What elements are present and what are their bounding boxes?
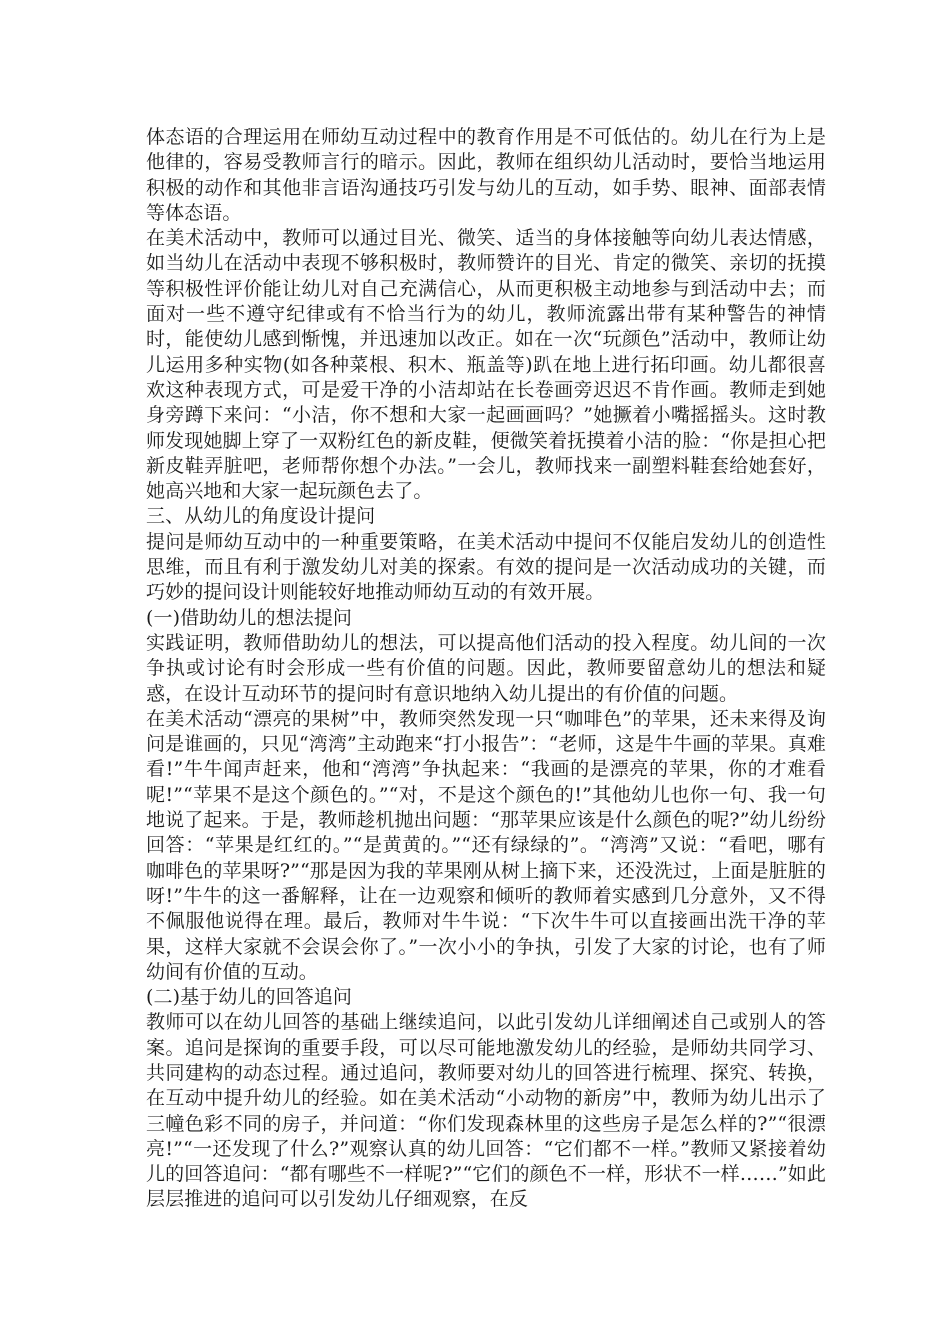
paragraph-practice-proof: 实践证明，教师借助幼儿的想法，可以提高他们活动的投入程度。幼儿间的一次争执或讨论有时会形成一些有价值的问题。因此，教师要留意幼儿的想法和疑惑，在设计互动环节的提问时有意识地纳入幼儿提出的有价值的问题。 [146, 631, 826, 705]
subsection-heading-follow-up: (二)基于幼儿的回答追问 [146, 986, 353, 1009]
paragraph-fruit-tree-story: 在美术活动“漂亮的果树”中，教师突然发现一只“咖啡色”的苹果，还未来得及询问是谁画的，只见“湾湾”主动跑来“打小报告”：“老师，这是牛牛画的苹果。真难看!”牛牛闻声赶来，他和“湾湾”争执起来：“我画的是漂亮的苹果，你的才难看呢!”“苹果不是这个颜色的。”“对，不是这个颜色的!”其他幼儿也你一句、我一句地说了起来。于是，教师趁机抛出问题：“那苹果应该是什么颜色的呢?”幼儿纷纷回答：“苹果是红红的。”“是黄黄的。”“还有绿绿的”。“湾湾”又说：“看吧，哪有咖啡色的苹果呀?”“那是因为我的苹果刚从树上摘下来，还没洗过，上面是脏脏的呀!”牛牛的这一番解释，让在一边观察和倾听的教师着实感到几分意外，又不得不佩服他说得在理。最后，教师对牛牛说：“下次牛牛可以直接画出洗干净的苹果，这样大家就不会误会你了。”一次小小的争执，引发了大家的讨论，也有了师幼间有价值的互动。 [146, 707, 826, 983]
subsection-heading-ideas: (一)借助幼儿的想法提问 [146, 606, 353, 629]
paragraph-art-activity-emotion: 在美术活动中，教师可以通过目光、微笑、适当的身体接触等向幼儿表达情感，如当幼儿在活动中表现不够积极时，教师赞许的目光、肯定的微笑、亲切的抚摸等积极性评价能让幼儿对自己充满信心，从而更积极主动地参与到活动中去；而面对一些不遵守纪律或有不恰当行为的幼儿，教师流露出带有某种警告的神情时，能使幼儿感到惭愧，并迅速加以改正。如在一次“玩颜色”活动中，教师让幼儿运用多种实物(如各种菜根、积木、瓶盖等)趴在地上进行拓印画。幼儿都很喜欢这种表现方式，可是爱干净的小洁却站在长卷画旁迟迟不肯作画。教师走到她身旁蹲下来问：“小洁，你不想和大家一起画画吗？”她撅着小嘴摇摇头。这时教师发现她脚上穿了一双粉红色的新皮鞋，便微笑着抚摸着小洁的脸：“你是担心把新皮鞋弄脏吧，老师帮你想个办法。”一会儿，教师找来一副塑料鞋套给她套好，她高兴地和大家一起玩颜色去了。 [146, 227, 826, 503]
paragraph-body-language: 体态语的合理运用在师幼互动过程中的教育作用是不可低估的。幼儿在行为上是他律的，容易受教师言行的暗示。因此，教师在组织幼儿活动时，要恰当地运用积极的动作和其他非言语沟通技巧引发与幼儿的互动，如手势、眼神、面部表情等体态语。 [146, 126, 826, 224]
paragraph-questioning-strategy: 提问是师幼互动中的一种重要策略，在美术活动中提问不仅能启发幼儿的创造性思维，而且有利于激发幼儿对美的探索。有效的提问是一次活动成功的关键，而巧妙的提问设计则能较好地推动师幼互动的有效开展。 [146, 530, 826, 604]
paragraph-follow-up-questions: 教师可以在幼儿回答的基础上继续追问，以此引发幼儿详细阐述自己或别人的答案。追问是探询的重要手段，可以尽可能地激发幼儿的经验，是师幼共同学习、共同建构的动态过程。通过追问，教师要对幼儿的回答进行梳理、探究、转换，在互动中提升幼儿的经验。如在美术活动“小动物的新房”中，教师为幼儿出示了三幢色彩不同的房子，并问道：“你们发现森林里的这些房子是怎么样的?”“很漂亮!”“一还发现了什么?”观察认真的幼儿回答：“它们都不一样。”教师又紧接着幼儿的回答追问：“都有哪些不一样呢?”“它们的颜色不一样，形状不一样……”如此层层推进的追问可以引发幼儿仔细观察，在反 [146, 1011, 826, 1211]
section-heading-questioning: 三、从幼儿的角度设计提问 [146, 505, 376, 528]
document-body [146, 125, 826, 1213]
